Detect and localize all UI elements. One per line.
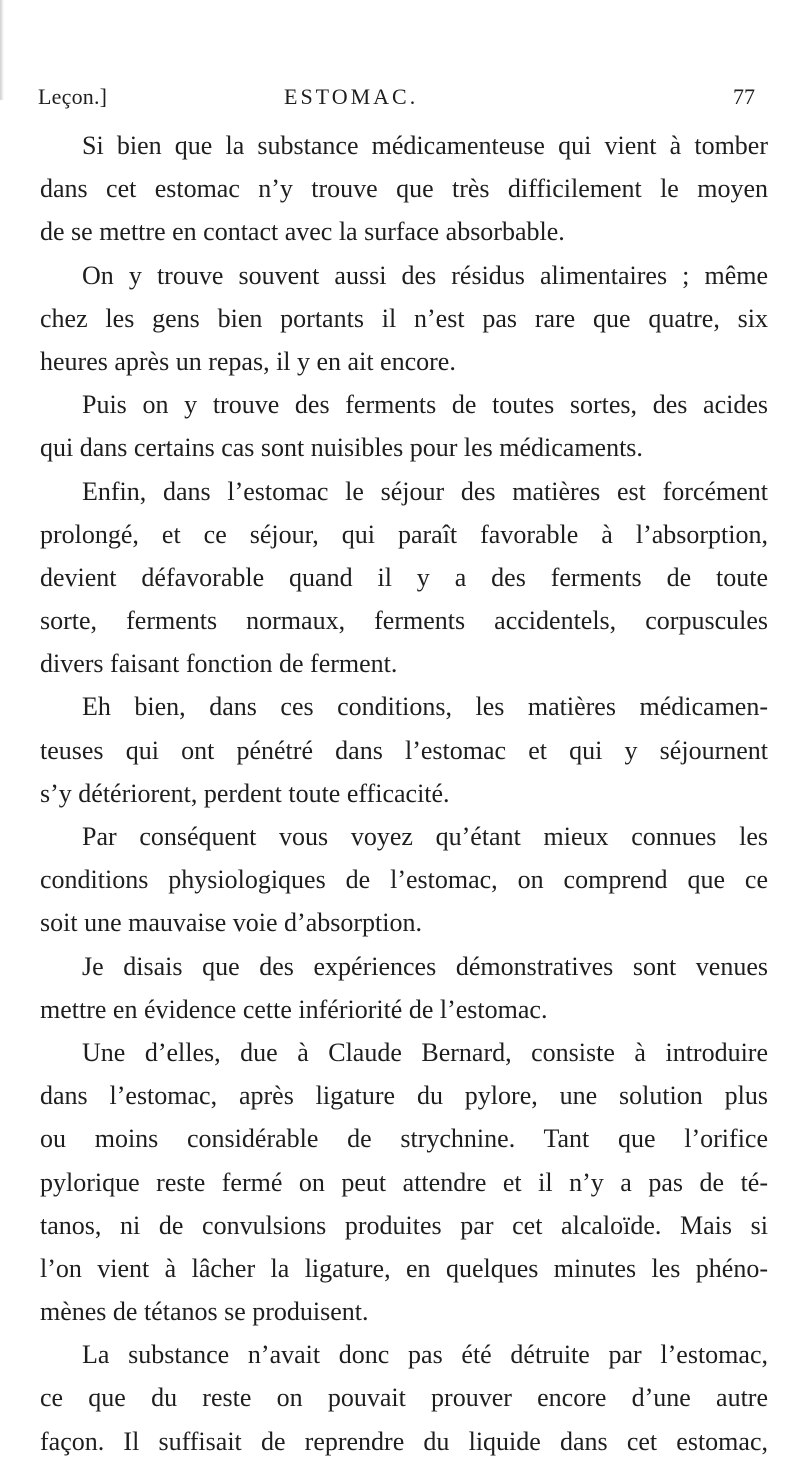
- text-line: On y trouve souvent aussi des résidus alimentaires ; même: [82, 260, 768, 290]
- text-line: Une d’elles, due à Claude Bernard, consiste à introduire: [82, 1037, 768, 1067]
- text-line: Enfin, dans l’estomac le séjour des matières est forcément: [82, 476, 768, 506]
- text-line: dans l’estomac, après ligature du pylore, une solution plus: [40, 1081, 768, 1111]
- text-line: devient défavorable quand il y a des ferments de toute: [40, 562, 768, 592]
- text-line: tanos, ni de convulsions produites par cet alcaloïde. Mais si: [40, 1210, 768, 1240]
- text-line: s’y détériorent, perdent toute efficacité.: [40, 778, 450, 808]
- text-line: pylorique reste fermé on peut attendre et il n’y a pas de té-: [40, 1167, 768, 1197]
- text-line: ou moins considérable de strychnine. Tant que l’orifice: [40, 1124, 768, 1154]
- header-section-label: Leçon.]: [38, 84, 108, 109]
- text-line: heures après un repas, il y en ait encore.: [40, 346, 456, 376]
- text-line: chez les gens bien portants il n’est pas rare que quatre, six: [40, 303, 768, 333]
- text-line: Eh bien, dans ces conditions, les matières médicamen-: [82, 692, 768, 722]
- text-line: soit une mauvaise voie d’absorption.: [40, 908, 422, 938]
- page-number: 77: [733, 84, 755, 109]
- running-header: [0, 84, 800, 116]
- text-line: mènes de tétanos se produisent.: [40, 1297, 369, 1327]
- text-line: Je disais que des expériences démonstratives sont venues: [82, 951, 768, 981]
- text-line: divers faisant fonction de ferment.: [40, 649, 398, 679]
- text-line: Si bien que la substance médicamenteuse qui vient à tomber: [82, 131, 768, 160]
- text-line: teuses qui ont pénétré dans l’estomac et qui y séjournent: [40, 735, 768, 765]
- text-line: La substance n’avait donc pas été détruite par l’estomac,: [82, 1340, 768, 1370]
- text-line: façon. Il suffisait de reprendre du liquide dans cet estomac,: [40, 1426, 768, 1456]
- text-line: qui dans certains cas sont nuisibles pour les médicaments.: [40, 433, 643, 463]
- text-line: sorte, ferments normaux, ferments accidentels, corpuscules: [40, 606, 768, 636]
- text-line: prolongé, et ce séjour, qui paraît favorable à l’absorption,: [40, 519, 768, 549]
- text-line: de se mettre en contact avec la surface absorbable.: [40, 217, 565, 247]
- text-line: Par conséquent vous voyez qu’étant mieux connues les: [82, 822, 768, 851]
- text-line: conditions physiologiques de l’estomac, on comprend que ce: [40, 865, 768, 895]
- text-line: l’on vient à lâcher la ligature, en quelques minutes les phéno-: [40, 1253, 768, 1283]
- body-text: [40, 124, 768, 1463]
- text-line: Puis on y trouve des ferments de toutes sortes, des acides: [82, 390, 768, 420]
- text-line: dans cet estomac n’y trouve que très difficilement le moyen: [40, 174, 768, 204]
- text-line: mettre en évidence cette infériorité de l’estomac.: [40, 994, 548, 1024]
- header-title: ESTOMAC.: [284, 84, 419, 109]
- text-line: ce que du reste on pouvait prouver encore d’une autre: [40, 1383, 768, 1413]
